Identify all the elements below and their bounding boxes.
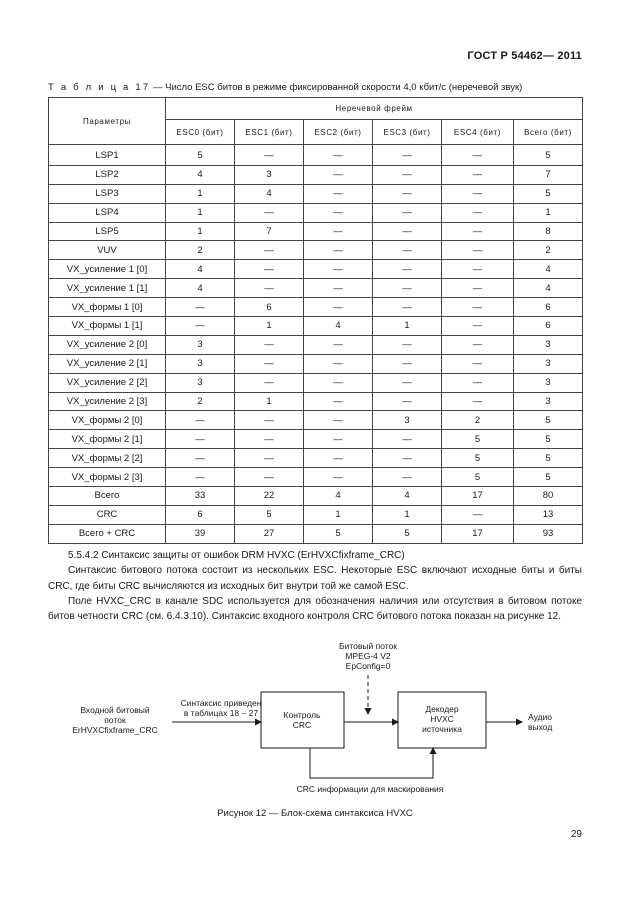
value-cell: — bbox=[442, 298, 514, 317]
value-cell: 5 bbox=[514, 468, 583, 487]
value-cell: 5 bbox=[514, 449, 583, 468]
value-cell: 3 bbox=[235, 165, 304, 184]
value-cell: 22 bbox=[235, 487, 304, 506]
value-cell: 2 bbox=[166, 241, 235, 260]
value-cell: — bbox=[373, 203, 442, 222]
value-cell: — bbox=[442, 203, 514, 222]
table-row bbox=[49, 222, 583, 241]
table-row bbox=[49, 524, 583, 543]
table-row bbox=[49, 505, 583, 524]
param-cell: LSP4 bbox=[49, 203, 166, 222]
value-cell: 2 bbox=[166, 392, 235, 411]
param-cell: LSP1 bbox=[49, 145, 166, 166]
value-cell: 3 bbox=[166, 354, 235, 373]
value-cell: 27 bbox=[235, 524, 304, 543]
value-cell: — bbox=[235, 468, 304, 487]
value-cell: — bbox=[235, 430, 304, 449]
top-input-label-3: EpConfig=0 bbox=[345, 661, 391, 671]
top-input-label-2: MPEG-4 V2 bbox=[345, 651, 391, 661]
param-cell: VX_формы 2 [2] bbox=[49, 449, 166, 468]
top-input-label-1: Битовый поток bbox=[339, 641, 397, 651]
value-cell: 5 bbox=[166, 145, 235, 166]
table-row bbox=[49, 203, 583, 222]
value-cell: — bbox=[166, 411, 235, 430]
value-cell: — bbox=[373, 335, 442, 354]
document-id: ГОСТ Р 54462— 2011 bbox=[467, 50, 582, 62]
page-number: 29 bbox=[570, 829, 582, 840]
value-cell: 5 bbox=[442, 468, 514, 487]
value-cell: — bbox=[304, 392, 373, 411]
left-input-label-1: Входной битовый bbox=[80, 705, 150, 715]
value-cell: — bbox=[235, 260, 304, 279]
table-row bbox=[49, 468, 583, 487]
value-cell: — bbox=[166, 317, 235, 336]
value-cell: — bbox=[304, 449, 373, 468]
value-cell: 17 bbox=[442, 487, 514, 506]
table-row bbox=[49, 335, 583, 354]
value-cell: 39 bbox=[166, 524, 235, 543]
value-cell: — bbox=[442, 392, 514, 411]
value-cell: — bbox=[235, 241, 304, 260]
value-cell: — bbox=[304, 373, 373, 392]
value-cell: 6 bbox=[514, 298, 583, 317]
table-row bbox=[49, 298, 583, 317]
block-diagram bbox=[48, 635, 582, 795]
value-cell: 8 bbox=[514, 222, 583, 241]
feedback-label: CRC информации для маскирования bbox=[296, 784, 444, 794]
value-cell: — bbox=[166, 468, 235, 487]
value-cell: 4 bbox=[514, 279, 583, 298]
param-cell: VUV bbox=[49, 241, 166, 260]
value-cell: — bbox=[442, 260, 514, 279]
value-cell: 4 bbox=[166, 279, 235, 298]
value-cell: 4 bbox=[304, 487, 373, 506]
column-header: Всего (бит) bbox=[514, 120, 583, 145]
value-cell: — bbox=[235, 279, 304, 298]
table-caption-label: Т а б л и ц а 17 bbox=[48, 82, 151, 93]
param-cell: VX_усиление 1 [1] bbox=[49, 279, 166, 298]
value-cell: — bbox=[373, 184, 442, 203]
param-cell: CRC bbox=[49, 505, 166, 524]
value-cell: — bbox=[235, 354, 304, 373]
value-cell: 2 bbox=[514, 241, 583, 260]
table-row bbox=[49, 373, 583, 392]
value-cell: — bbox=[304, 298, 373, 317]
value-cell: 3 bbox=[514, 373, 583, 392]
value-cell: — bbox=[304, 354, 373, 373]
value-cell: 4 bbox=[166, 260, 235, 279]
table-row bbox=[49, 430, 583, 449]
param-cell: VX_усиление 2 [2] bbox=[49, 373, 166, 392]
value-cell: — bbox=[442, 317, 514, 336]
value-cell: 5 bbox=[514, 145, 583, 166]
table-row bbox=[49, 145, 583, 166]
param-cell: VX_формы 2 [0] bbox=[49, 411, 166, 430]
value-cell: 3 bbox=[373, 411, 442, 430]
value-cell: — bbox=[442, 335, 514, 354]
column-header: ESC0 (бит) bbox=[166, 120, 235, 145]
value-cell: 4 bbox=[235, 184, 304, 203]
body-text bbox=[48, 548, 582, 624]
value-cell: 6 bbox=[514, 317, 583, 336]
value-cell: 4 bbox=[514, 260, 583, 279]
value-cell: 1 bbox=[304, 505, 373, 524]
value-cell: — bbox=[304, 468, 373, 487]
value-cell: — bbox=[373, 298, 442, 317]
value-cell: 13 bbox=[514, 505, 583, 524]
crc-box-label-1: Контроль bbox=[283, 710, 321, 720]
group-header: Неречевой фрейм bbox=[166, 98, 583, 120]
value-cell: 33 bbox=[166, 487, 235, 506]
value-cell: — bbox=[442, 279, 514, 298]
param-cell: VX_формы 1 [1] bbox=[49, 317, 166, 336]
value-cell: 5 bbox=[235, 505, 304, 524]
value-cell: — bbox=[304, 430, 373, 449]
param-cell: LSP5 bbox=[49, 222, 166, 241]
value-cell: 1 bbox=[235, 317, 304, 336]
value-cell: — bbox=[304, 241, 373, 260]
value-cell: 7 bbox=[235, 222, 304, 241]
value-cell: — bbox=[373, 260, 442, 279]
table-row bbox=[49, 392, 583, 411]
param-cell: Всего + CRC bbox=[49, 524, 166, 543]
value-cell: 5 bbox=[442, 430, 514, 449]
param-cell: VX_усиление 2 [1] bbox=[49, 354, 166, 373]
value-cell: 6 bbox=[166, 505, 235, 524]
value-cell: 93 bbox=[514, 524, 583, 543]
value-cell: — bbox=[373, 449, 442, 468]
value-cell: 3 bbox=[166, 373, 235, 392]
param-cell: VX_усиление 2 [3] bbox=[49, 392, 166, 411]
param-cell: VX_формы 1 [0] bbox=[49, 298, 166, 317]
value-cell: — bbox=[373, 354, 442, 373]
value-cell: 3 bbox=[514, 354, 583, 373]
value-cell: — bbox=[373, 165, 442, 184]
param-cell: VX_усиление 2 [0] bbox=[49, 335, 166, 354]
value-cell: 5 bbox=[514, 184, 583, 203]
value-cell: — bbox=[304, 260, 373, 279]
decoder-box-label-3: источника bbox=[422, 724, 462, 734]
value-cell: 1 bbox=[373, 317, 442, 336]
syntax-note-1: Синтаксис приведен bbox=[180, 698, 262, 708]
value-cell: — bbox=[304, 184, 373, 203]
value-cell: — bbox=[235, 373, 304, 392]
table-caption bbox=[48, 82, 522, 93]
table-row bbox=[49, 279, 583, 298]
value-cell: — bbox=[166, 298, 235, 317]
table-row bbox=[49, 317, 583, 336]
value-cell: — bbox=[373, 145, 442, 166]
value-cell: 6 bbox=[235, 298, 304, 317]
value-cell: 1 bbox=[166, 184, 235, 203]
value-cell: 5 bbox=[442, 449, 514, 468]
value-cell: — bbox=[373, 241, 442, 260]
value-cell: 4 bbox=[373, 487, 442, 506]
left-input-label-2: поток bbox=[104, 715, 126, 725]
value-cell: — bbox=[304, 145, 373, 166]
param-cell: VX_формы 2 [3] bbox=[49, 468, 166, 487]
output-label-1: Аудио bbox=[528, 712, 552, 722]
value-cell: 5 bbox=[514, 430, 583, 449]
esc-bits-table bbox=[48, 97, 583, 544]
value-cell: — bbox=[304, 335, 373, 354]
value-cell: — bbox=[304, 203, 373, 222]
value-cell: — bbox=[304, 165, 373, 184]
value-cell: 3 bbox=[514, 335, 583, 354]
value-cell: 5 bbox=[514, 411, 583, 430]
value-cell: — bbox=[373, 279, 442, 298]
column-header: ESC1 (бит) bbox=[235, 120, 304, 145]
table-row bbox=[49, 449, 583, 468]
table-row bbox=[49, 487, 583, 506]
value-cell: — bbox=[235, 335, 304, 354]
feedback-line bbox=[310, 748, 433, 778]
value-cell: — bbox=[373, 222, 442, 241]
value-cell: — bbox=[373, 373, 442, 392]
decoder-box-label-2: HVXC bbox=[430, 714, 454, 724]
table-row bbox=[49, 411, 583, 430]
param-cell: VX_усиление 1 [0] bbox=[49, 260, 166, 279]
value-cell: — bbox=[373, 430, 442, 449]
value-cell: — bbox=[304, 222, 373, 241]
param-cell: LSP2 bbox=[49, 165, 166, 184]
param-cell: Всего bbox=[49, 487, 166, 506]
value-cell: — bbox=[235, 203, 304, 222]
value-cell: 4 bbox=[166, 165, 235, 184]
value-cell: 7 bbox=[514, 165, 583, 184]
value-cell: — bbox=[373, 392, 442, 411]
table-row bbox=[49, 165, 583, 184]
body-paragraph: Синтаксис битового потока состоит из нескольких ESC. Некоторые ESC включают исходные биты и биты CRC, где биты CRC вычисляются из исходных бит внутри той же самой ESC. bbox=[48, 565, 582, 592]
crc-box-label-2: CRC bbox=[292, 720, 312, 730]
value-cell: — bbox=[304, 279, 373, 298]
value-cell: — bbox=[235, 145, 304, 166]
left-input-label-3: ErHVXCfixframe_CRC bbox=[72, 725, 158, 735]
section-heading: 5.5.4.2 Синтаксис защиты от ошибок DRM HVXC (ErHVXCfixframe_CRC) bbox=[68, 550, 405, 561]
value-cell: 1 bbox=[514, 203, 583, 222]
value-cell: — bbox=[442, 145, 514, 166]
value-cell: — bbox=[166, 430, 235, 449]
value-cell: 17 bbox=[442, 524, 514, 543]
value-cell: 1 bbox=[235, 392, 304, 411]
figure-caption: Рисунок 12 — Блок-схема синтаксиса HVXC bbox=[217, 808, 413, 819]
value-cell: 4 bbox=[304, 317, 373, 336]
value-cell: 2 bbox=[442, 411, 514, 430]
value-cell: 80 bbox=[514, 487, 583, 506]
value-cell: 3 bbox=[166, 335, 235, 354]
column-header: ESC3 (бит) bbox=[373, 120, 442, 145]
value-cell: — bbox=[442, 241, 514, 260]
param-header: Параметры bbox=[49, 98, 166, 145]
syntax-note-2: в таблицах 18 – 27 bbox=[183, 708, 259, 718]
column-header: ESC2 (бит) bbox=[304, 120, 373, 145]
value-cell: 5 bbox=[373, 524, 442, 543]
param-cell: VX_формы 2 [1] bbox=[49, 430, 166, 449]
decoder-box-label-1: Декодер bbox=[425, 704, 459, 714]
value-cell: — bbox=[373, 468, 442, 487]
table-row bbox=[49, 241, 583, 260]
value-cell: — bbox=[235, 411, 304, 430]
value-cell: — bbox=[166, 449, 235, 468]
value-cell: — bbox=[442, 505, 514, 524]
value-cell: — bbox=[442, 354, 514, 373]
value-cell: — bbox=[235, 449, 304, 468]
value-cell: 1 bbox=[166, 203, 235, 222]
column-header: ESC4 (бит) bbox=[442, 120, 514, 145]
value-cell: — bbox=[442, 222, 514, 241]
table-row bbox=[49, 184, 583, 203]
value-cell: 1 bbox=[373, 505, 442, 524]
value-cell: — bbox=[442, 165, 514, 184]
value-cell: 3 bbox=[514, 392, 583, 411]
table-row bbox=[49, 260, 583, 279]
body-paragraph: Поле HVXC_CRC в канале SDC используется для обозначения наличия или отсутствия в битовом потоке битов четности CRC (см. 6.4.3.10). Синтаксис входного контроля CRC битового потока показан на рисунке 12. bbox=[48, 595, 582, 623]
value-cell: — bbox=[442, 184, 514, 203]
param-cell: LSP3 bbox=[49, 184, 166, 203]
value-cell: 5 bbox=[304, 524, 373, 543]
output-label-2: выход bbox=[528, 722, 553, 732]
value-cell: — bbox=[442, 373, 514, 392]
value-cell: 1 bbox=[166, 222, 235, 241]
table-row bbox=[49, 354, 583, 373]
value-cell: — bbox=[304, 411, 373, 430]
table-caption-text: — Число ESC битов в режиме фиксированной скорости 4,0 кбит/с (неречевой звук) bbox=[150, 82, 523, 93]
